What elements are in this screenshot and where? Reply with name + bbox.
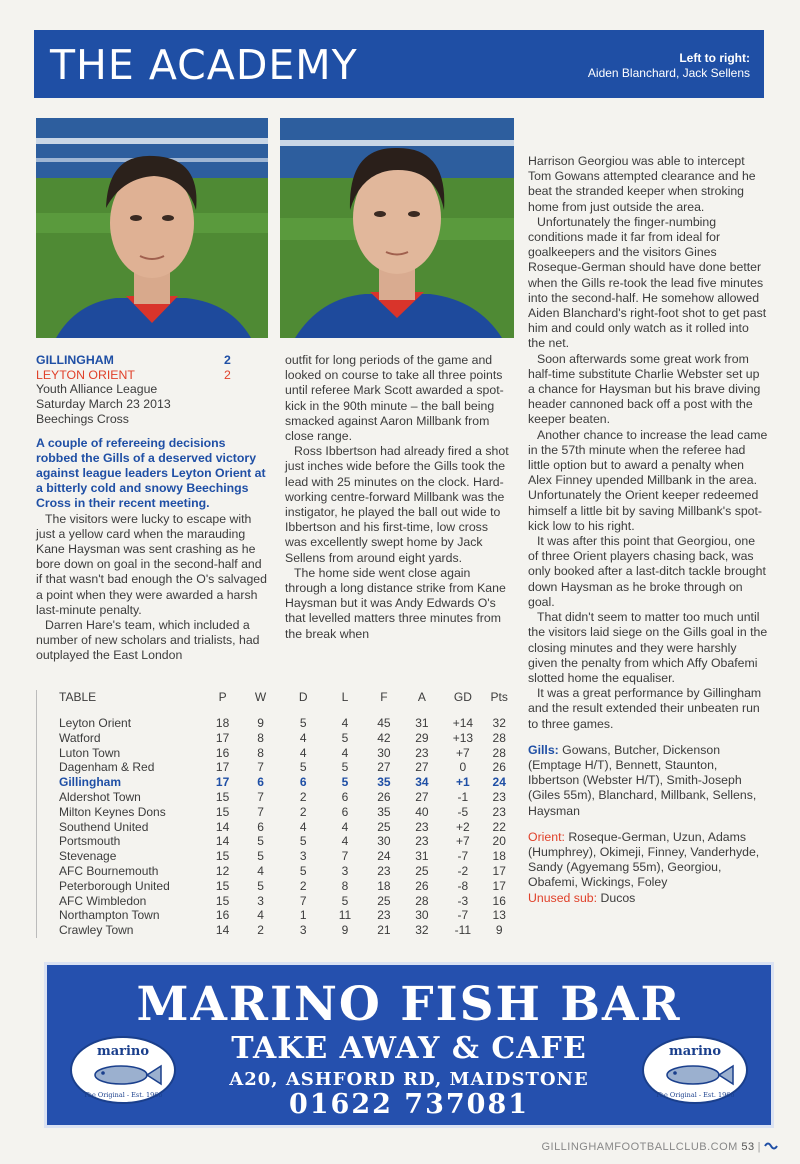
table-row: [59, 820, 514, 835]
table-cell-p: 14: [215, 923, 230, 938]
table-cell-team: Watford: [59, 730, 101, 745]
article-intro: A couple of refereeing decisions robbed the Gills of a deserved victory against league leaders Leyton Orient at a bitterly cold and snowy Beechings Cross in their recent meeting.: [36, 435, 266, 511]
score-home: [36, 353, 268, 368]
table-cell-d: 5: [299, 863, 307, 878]
table-cell-pts: 20: [492, 834, 506, 849]
table-cell-team: Milton Keynes Dons: [59, 804, 166, 819]
match-competition: Youth Alliance League: [36, 382, 158, 396]
table-cell-team: Portsmouth: [59, 834, 121, 849]
table-cell-a: 25: [415, 863, 429, 878]
table-cell-l: 11: [338, 908, 352, 923]
table-cell-team: Southend United: [59, 819, 149, 834]
table-cell-d: 5: [299, 834, 307, 849]
table-cell-f: 21: [377, 923, 391, 938]
page-footer: [541, 1140, 778, 1153]
orient-lineup-text: Roseque-German, Uzun, Adams (Humphrey), Okimeji, Finney, Vanderhyde, Sandy (Agyemang 55m), Georgiou, Obafemi, Wickings, Foley: [528, 829, 760, 890]
table-cell-gd: +2: [456, 819, 470, 834]
table-cell-d: 2: [299, 878, 307, 893]
table-cell-d: 3: [299, 849, 307, 864]
table-cell-team: Northampton Town: [59, 908, 160, 923]
table-cell-w: 8: [257, 730, 264, 745]
home-score: 2: [224, 353, 231, 367]
table-cell-p: 14: [215, 819, 230, 834]
table-cell-pts: 32: [492, 716, 506, 730]
table-cell-p: 17: [215, 775, 230, 790]
table-row: [59, 746, 514, 761]
score-away: [36, 368, 268, 383]
table-row: [59, 790, 514, 805]
table-row: [59, 775, 514, 790]
section-header: [34, 30, 764, 98]
page-number: 53: [741, 1141, 755, 1153]
table-cell-pts: 13: [492, 908, 506, 923]
table-row: [59, 805, 514, 820]
table-cell-d: 5: [299, 760, 307, 775]
table-cell-p: 12: [215, 863, 230, 878]
table-cell-d: 3: [299, 923, 307, 938]
unused-sub-label: Unused sub:: [528, 890, 598, 905]
home-team: GILLINGHAM: [36, 353, 114, 367]
table-header: W: [254, 690, 267, 704]
table-cell-p: 16: [215, 745, 230, 760]
article-paragraph: outfit for long periods of the game and looked on course to take all three points until referee Mark Scott awarded a spot-kick in the 90th minute – the ball being smacked against Aaron Millbank from close range.: [285, 353, 504, 444]
table-row: [59, 879, 514, 894]
unused-sub-text: Ducos: [600, 890, 636, 905]
article-column-1: [36, 353, 268, 664]
table-row: [59, 760, 514, 775]
table-cell-l: 8: [341, 878, 349, 893]
table-header: Pts: [490, 690, 508, 704]
table-cell-l: 4: [341, 716, 349, 730]
table-cell-gd: -5: [457, 804, 469, 819]
table-cell-l: 5: [341, 760, 349, 775]
table-header-row: [59, 690, 514, 716]
footer-separator: |: [757, 1141, 761, 1153]
table-header: F: [380, 690, 388, 704]
table-cell-gd: +14: [452, 716, 474, 730]
table-cell-w: 5: [257, 849, 264, 864]
table-cell-d: 4: [299, 730, 307, 745]
table-cell-d: 4: [299, 819, 307, 834]
table-cell-p: 16: [215, 908, 230, 923]
advert-address: A20, ASHFORD RD, MAIDSTONE: [229, 1069, 589, 1090]
table-cell-pts: 28: [492, 730, 506, 745]
table-cell-team: Peterborough United: [59, 878, 170, 893]
article-column-2: [285, 353, 513, 642]
table-cell-p: 14: [215, 834, 230, 849]
table-cell-a: 23: [415, 834, 429, 849]
table-cell-a: 32: [415, 923, 429, 938]
table-cell-team: Aldershot Town: [59, 789, 141, 804]
table-cell-gd: -8: [457, 878, 469, 893]
advert-title: MARINO FISH BAR: [136, 977, 682, 1032]
table-cell-p: 15: [215, 878, 230, 893]
table-cell-a: 29: [415, 730, 429, 745]
table-cell-team: Leyton Orient: [59, 716, 132, 730]
table-cell-pts: 22: [492, 819, 506, 834]
table-cell-a: 23: [415, 819, 429, 834]
table-cell-pts: 24: [492, 775, 506, 790]
table-cell-w: 6: [257, 819, 264, 834]
table-cell-pts: 9: [495, 923, 503, 938]
table-cell-f: 24: [377, 849, 391, 864]
table-cell-w: 5: [257, 878, 264, 893]
table-cell-team: Gillingham: [59, 775, 122, 790]
table-cell-gd: -11: [454, 923, 472, 938]
table-cell-f: 23: [377, 908, 391, 923]
table-cell-f: 18: [377, 878, 391, 893]
table-cell-gd: -2: [457, 863, 469, 878]
table-cell-a: 27: [415, 760, 429, 775]
table-cell-a: 23: [415, 745, 429, 760]
article-paragraph: Harrison Georgiou was able to intercept Tom Gowans attempted clearance and he beat the stranded keeper when stroking home from just outside the area.: [528, 154, 756, 214]
table-cell-p: 17: [215, 730, 230, 745]
table-body: [59, 716, 514, 938]
table-cell-w: 8: [257, 745, 264, 760]
table-cell-w: 3: [257, 893, 264, 908]
league-table: [36, 690, 514, 938]
table-cell-gd: +1: [456, 775, 470, 790]
table-cell-a: 26: [415, 878, 429, 893]
table-cell-p: 15: [215, 804, 230, 819]
photo-caption-heading: Left to right:: [679, 51, 750, 65]
table-header: D: [298, 690, 308, 704]
table-cell-pts: 17: [492, 863, 506, 878]
advert-subtitle: TAKE AWAY & CAFE: [231, 1031, 587, 1066]
table-header: A: [417, 690, 426, 704]
table-cell-w: 6: [257, 775, 264, 790]
table-cell-pts: 28: [492, 745, 506, 760]
svg-text:marino: marino: [668, 1044, 722, 1059]
table-cell-f: 35: [377, 775, 391, 790]
table-cell-w: 2: [257, 923, 264, 938]
table-cell-w: 7: [257, 804, 264, 819]
table-cell-f: 27: [377, 760, 391, 775]
table-row: [59, 923, 514, 938]
table-row: [59, 849, 514, 864]
table-cell-a: 40: [415, 804, 429, 819]
table-cell-pts: 23: [492, 789, 506, 804]
table-cell-a: 34: [415, 775, 429, 790]
table-cell-pts: 16: [492, 893, 506, 908]
table-cell-pts: 23: [492, 804, 506, 819]
table-cell-gd: +7: [456, 834, 470, 849]
gills-lineup-text: Gowans, Butcher, Dickenson (Emptage H/T), Bennett, Staunton, Ibbertson (Webster H/T), Smith-Joseph (Giles 55m), Blanchard, Millbank, Sellens, Haysman: [528, 742, 757, 818]
table-cell-d: 5: [299, 716, 307, 730]
player-photo-right: [280, 118, 514, 338]
article-paragraph: Darren Hare's team, which included a number of new scholars and trialists, had outplayed the East London: [36, 618, 260, 663]
marino-logo-right: [641, 1035, 749, 1105]
table-cell-gd: -1: [457, 789, 469, 804]
table-row: [59, 834, 514, 849]
table-cell-a: 31: [415, 716, 429, 730]
footer-site: GILLINGHAMFOOTBALLCLUB.COM: [541, 1141, 738, 1153]
article-paragraph: The visitors were lucky to escape with just a yellow card when the marauding Kane Haysman was sent crashing as he bore down on goal in the second-half and if that wasn't bad enough the O's salvaged a point when they were awarded a harsh last-minute penalty.: [36, 511, 267, 617]
table-row: [59, 731, 514, 746]
table-cell-l: 9: [341, 923, 349, 938]
article-paragraph: It was after this point that Georgiou, one of three Orient players chasing back, was only booked after a last-ditch tackle brought down Haysman as he broke through on goal.: [528, 534, 766, 609]
table-cell-p: 15: [215, 893, 230, 908]
table-row: [59, 716, 514, 731]
orient-lineup: [528, 830, 768, 891]
table-cell-d: 1: [299, 908, 307, 923]
table-cell-l: 7: [341, 849, 349, 864]
table-cell-l: 4: [341, 745, 349, 760]
table-cell-w: 7: [257, 789, 264, 804]
table-header: L: [341, 690, 349, 704]
table-cell-d: 6: [299, 775, 307, 790]
table-cell-l: 5: [341, 893, 349, 908]
gills-lineup: [528, 743, 768, 819]
photo-caption-names: Aiden Blanchard, Jack Sellens: [587, 66, 750, 80]
table-cell-w: 5: [257, 834, 264, 849]
player-photo-left: [36, 118, 268, 338]
advert-phone: 01622 737081: [288, 1089, 530, 1120]
table-cell-team: Dagenham & Red: [59, 760, 155, 775]
table-cell-l: 4: [341, 834, 349, 849]
table-cell-d: 7: [299, 893, 307, 908]
away-score: 2: [224, 367, 231, 382]
orient-label: Orient:: [528, 829, 565, 844]
table-cell-team: Luton Town: [59, 745, 121, 760]
section-title: THE ACADEMY: [50, 41, 358, 89]
table-cell-team: AFC Bournemouth: [59, 863, 159, 878]
table-cell-w: 4: [257, 908, 264, 923]
table-cell-l: 5: [341, 775, 349, 790]
table-cell-d: 2: [299, 789, 307, 804]
svg-text:marino: marino: [96, 1044, 150, 1059]
article-paragraph: Another chance to increase the lead came in the 57th minute when the referee had little option but to award a penalty when Alex Finney upended Millbank in the area. Unfortunately the Orient keeper redeemed himself a little bit by saving Millbank's spot-kick low to his right.: [528, 427, 768, 533]
table-cell-team: AFC Wimbledon: [59, 893, 147, 908]
table-cell-a: 30: [415, 908, 429, 923]
article-paragraph: The home side went close again through a long distance strike from Kane Haysman but it was Andy Edwards O's that levelled matters three minutes from the break when: [285, 565, 506, 641]
table-cell-gd: -7: [457, 908, 469, 923]
table-cell-p: 15: [215, 849, 230, 864]
league-table-grid: [59, 690, 514, 938]
table-cell-l: 4: [341, 819, 349, 834]
table-header: TABLE: [59, 690, 97, 704]
advert-banner: [44, 962, 774, 1128]
table-cell-a: 31: [415, 849, 429, 864]
table-cell-f: 25: [377, 819, 391, 834]
table-cell-pts: 26: [492, 760, 506, 775]
table-cell-w: 9: [257, 716, 264, 730]
table-cell-p: 15: [215, 789, 230, 804]
table-cell-f: 30: [377, 834, 391, 849]
table-cell-a: 28: [415, 893, 429, 908]
table-cell-f: 30: [377, 745, 391, 760]
table-cell-d: 2: [299, 804, 307, 819]
table-cell-f: 25: [377, 893, 391, 908]
table-cell-a: 27: [415, 789, 429, 804]
table-row: [59, 864, 514, 879]
club-crest-icon: [764, 1140, 778, 1152]
article-paragraph: Ross Ibbertson had already fired a shot just inches wide before the Gills took the lead with 25 minutes on the clock. Hard-working centre-forward Millbank was the instigator, he played the ball out wide to Ibbertson and his first-time, low cross was excellently swept home by Jack Sellens from around eight yards.: [285, 444, 509, 565]
table-cell-gd: -3: [457, 893, 469, 908]
table-cell-team: Crawley Town: [59, 923, 134, 938]
table-header: GD: [453, 690, 472, 704]
table-cell-p: 17: [215, 760, 230, 775]
table-cell-gd: +13: [452, 730, 474, 745]
article-paragraph: That didn't seem to matter too much until the visitors laid siege on the Gills goal in the closing minutes and they were harshly given the penalty from which Affy Obafemi slotted home the equaliser.: [528, 610, 768, 685]
table-row: [59, 908, 514, 923]
svg-text:The Original - Est. 1966: The Original - Est. 1966: [655, 1091, 735, 1099]
table-cell-pts: 17: [492, 878, 506, 893]
table-cell-f: 45: [377, 716, 391, 730]
table-cell-gd: +7: [456, 745, 470, 760]
table-cell-gd: 0: [459, 760, 467, 775]
table-cell-l: 6: [341, 804, 349, 819]
article-paragraph: It was a great performance by Gillingham and the result extended their unbeaten run to three games.: [528, 686, 762, 731]
table-cell-l: 6: [341, 789, 349, 804]
table-cell-f: 42: [377, 730, 391, 745]
photo-caption: [588, 51, 750, 81]
match-venue: Beechings Cross: [36, 412, 129, 427]
article-paragraph: Unfortunately the finger-numbing conditions made it far from ideal for goalkeepers and the visitors Gines Roseque-German should have done better when the Gills re-took the lead five minutes into the second-half. He somehow allowed Aiden Blanchard's right-foot shot to get past him and could only watch as it rolled into the net.: [528, 214, 767, 351]
table-cell-team: Stevenage: [59, 849, 117, 864]
table-cell-pts: 18: [492, 849, 506, 864]
marino-logo-left: [69, 1035, 177, 1105]
match-date: Saturday March 23 2013: [36, 397, 171, 412]
table-cell-f: 23: [377, 863, 391, 878]
table-cell-f: 26: [377, 789, 391, 804]
article-column-3: [528, 154, 768, 906]
table-row: [59, 894, 514, 909]
table-cell-l: 5: [341, 730, 349, 745]
table-cell-w: 7: [257, 760, 264, 775]
table-cell-l: 3: [341, 863, 349, 878]
table-cell-f: 35: [377, 804, 391, 819]
table-cell-w: 4: [257, 863, 264, 878]
article-paragraph: Soon afterwards some great work from half-time substitute Charlie Webster set up a chance for Haysman but his brave diving header cannoned back off a post with the keeper beaten.: [528, 351, 761, 427]
away-team: LEYTON ORIENT: [36, 367, 135, 382]
gills-label: Gills:: [528, 742, 559, 757]
table-cell-gd: -7: [457, 849, 469, 864]
table-cell-p: 18: [215, 716, 230, 730]
table-cell-d: 4: [299, 745, 307, 760]
unused-sub: [528, 891, 768, 906]
svg-text:The Original - Est. 1966: The Original - Est. 1966: [83, 1091, 163, 1099]
table-header: P: [218, 690, 227, 704]
